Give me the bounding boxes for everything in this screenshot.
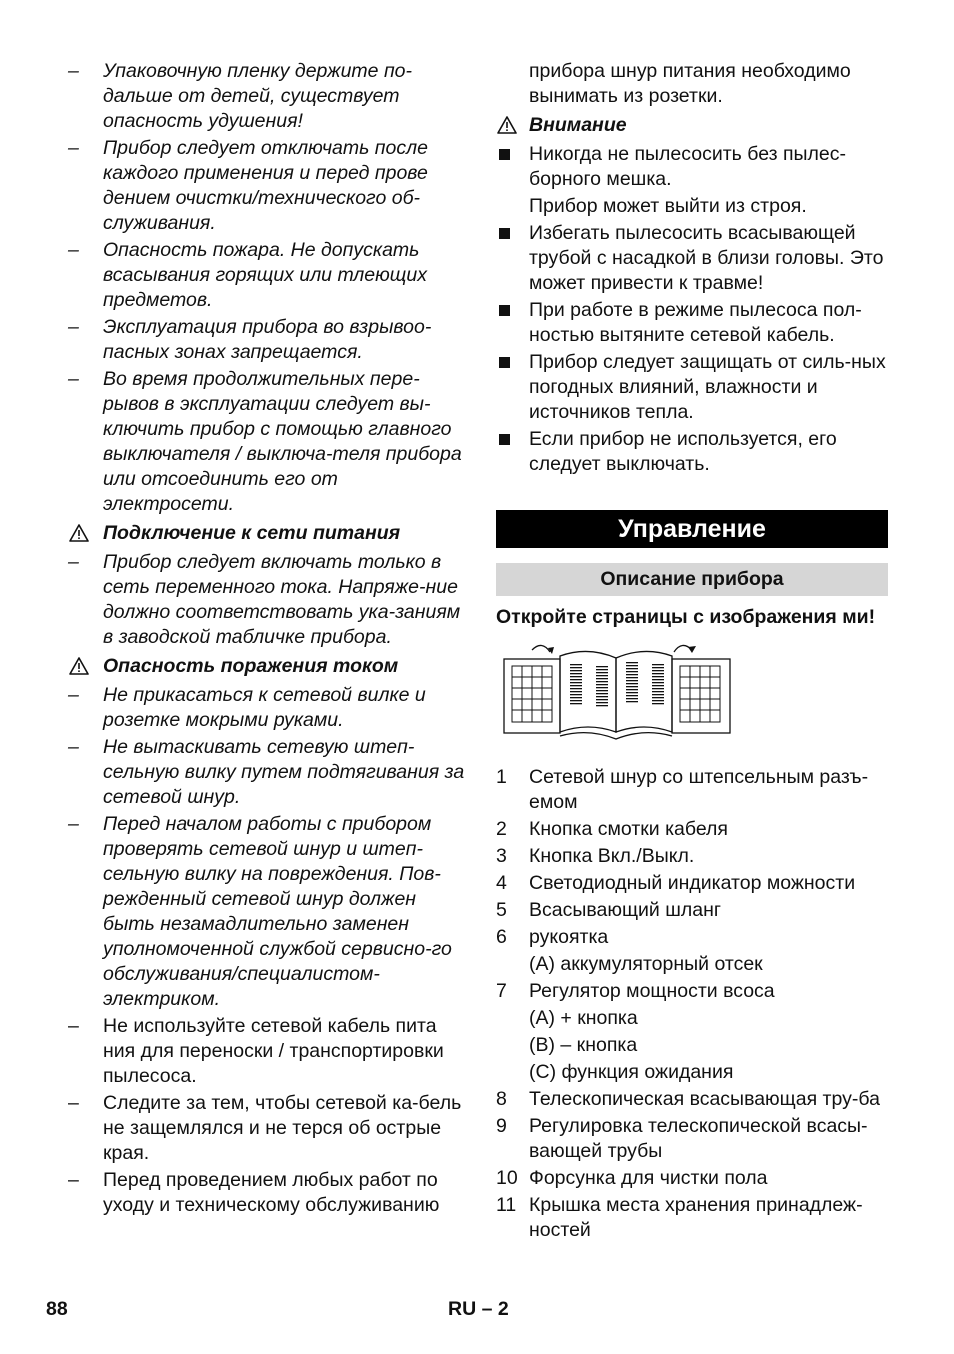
warning-triangle-icon: [69, 524, 89, 542]
list-item: 3 Кнопка Вкл./Выкл.: [496, 845, 695, 867]
list-item: – Опасность пожара. Не допускать всасывания горящих или тлеющих предметов.: [68, 239, 427, 311]
list-item: 1 Сетевой шнур со штепсельным разъ-емом: [496, 766, 869, 813]
list-item: 9 Регулировка телескопической всасы-вающей трубы: [496, 1115, 868, 1162]
list-item-note: Прибор может выйти из строя.: [529, 195, 807, 217]
list-item: – Перед началом работы с прибором проверять сетевой шнур и штеп-сельную вилку на повреждения. Пов-режденный сетевой шнур должен быть незамадлительно заменен уполномоченной службой сервисно-го обслуживания/специалистом-электриком.: [68, 813, 452, 1010]
square-bullet-icon: [499, 357, 510, 368]
square-bullet-icon: [499, 149, 510, 160]
list-item: При работе в режиме пылесоса пол-ностью вытяните сетевой кабель.: [496, 298, 888, 348]
list-item: Никогда не пылесосить без пылес-борного мешка.: [496, 142, 888, 192]
open-book-illustration: [502, 642, 734, 752]
list-item: 5 Всасывающий шланг: [496, 899, 721, 921]
list-item: Если прибор не используется, его следует выключать.: [496, 427, 888, 477]
square-bullet-icon: [499, 228, 510, 239]
heading-attention: Внимание: [496, 113, 888, 138]
safety-list-power: [68, 550, 468, 650]
list-item: – Прибор следует отключать после каждого применения и перед прове дением очистки/технического об-служивания.: [68, 137, 428, 234]
list-item: – Не вытаскивать сетевую штеп-сельную вилку путем подтягивания за сетевой шнур.: [68, 736, 465, 808]
section-title: Управление: [496, 510, 888, 548]
list-subitem: (C) функция ожидания: [529, 1061, 734, 1083]
list-item: – Эксплуатация прибора во взрывоо-пасных зонах запрещается.: [68, 316, 432, 363]
safety-list-shock: [68, 683, 468, 1012]
subsection-title: Описание прибора: [496, 563, 888, 596]
attention-list: [496, 142, 888, 477]
square-bullet-icon: [499, 434, 510, 445]
list-item: 11 Крышка места хранения принадлеж-ностей: [496, 1194, 863, 1241]
open-pages-note: Откройте страницы с изображения ми!: [496, 606, 876, 628]
warning-triangle-icon: [497, 116, 517, 134]
list-item: – Прибор следует включать только в сеть переменного тока. Напряже-ние должно соответствовать ука-заниям в заводской табличке прибора.: [68, 551, 461, 648]
parts-list: [496, 765, 888, 1243]
list-item: – Во время продолжительных пере-рывов в эксплуатации следует вы-ключить прибор с помощью главного выключателя / выключа-теля прибора или отсоединить его от электросети.: [68, 368, 462, 515]
list-item: – Следите за тем, чтобы сетевой ка-бель не защемлялся и не терся об острые края.: [68, 1092, 462, 1164]
safety-list-general: [68, 59, 468, 517]
list-item: 10 Форсунка для чистки пола: [496, 1167, 768, 1189]
left-column: [68, 59, 468, 1220]
list-item: 6 рукоятка: [496, 926, 609, 948]
warning-triangle-icon: [69, 657, 89, 675]
list-item: 4 Светодиодный индикатор можности: [496, 872, 856, 894]
list-subitem: (B) – кнопка: [529, 1034, 638, 1056]
list-item: 2 Кнопка смотки кабеля: [496, 818, 728, 840]
list-item: – Упаковочную пленку держите по-дальше от детей, существует опасность удушения!: [68, 60, 413, 132]
list-item: – Не прикасаться к сетевой вилке и розетке мокрыми руками.: [68, 684, 426, 731]
list-item: 8 Телескопическая всасывающая тру-ба: [496, 1088, 880, 1110]
continuation-text: прибора шнур питания необходимо вынимать из розетки.: [529, 60, 851, 107]
list-item: Избегать пылесосить всасывающей трубой с насадкой в близи головы. Это может привести к травме!: [496, 221, 888, 296]
list-subitem: (A) + кнопка: [529, 1007, 638, 1029]
list-item: – Перед проведением любых работ по уходу и техническому обслуживанию: [68, 1169, 440, 1216]
list-item: 7 Регулятор мощности всоса: [496, 980, 775, 1002]
page-number: 88: [46, 1298, 68, 1320]
list-subitem: (A) аккумуляторный отсек: [529, 953, 763, 975]
heading-electric-shock: Опасность поражения током: [68, 654, 468, 679]
heading-power-connection: Подключение к сети питания: [68, 521, 468, 546]
safety-list-cable: [68, 1014, 468, 1218]
language-page-label: RU – 2: [448, 1298, 509, 1320]
right-column: [496, 59, 888, 1245]
list-item: Прибор следует защищать от силь-ных погодных влияний, влажности и источников тепла.: [496, 350, 888, 425]
list-item: – Не используйте сетевой кабель пита ния для переноски / транспортировки пылесоса.: [68, 1015, 444, 1087]
square-bullet-icon: [499, 305, 510, 316]
